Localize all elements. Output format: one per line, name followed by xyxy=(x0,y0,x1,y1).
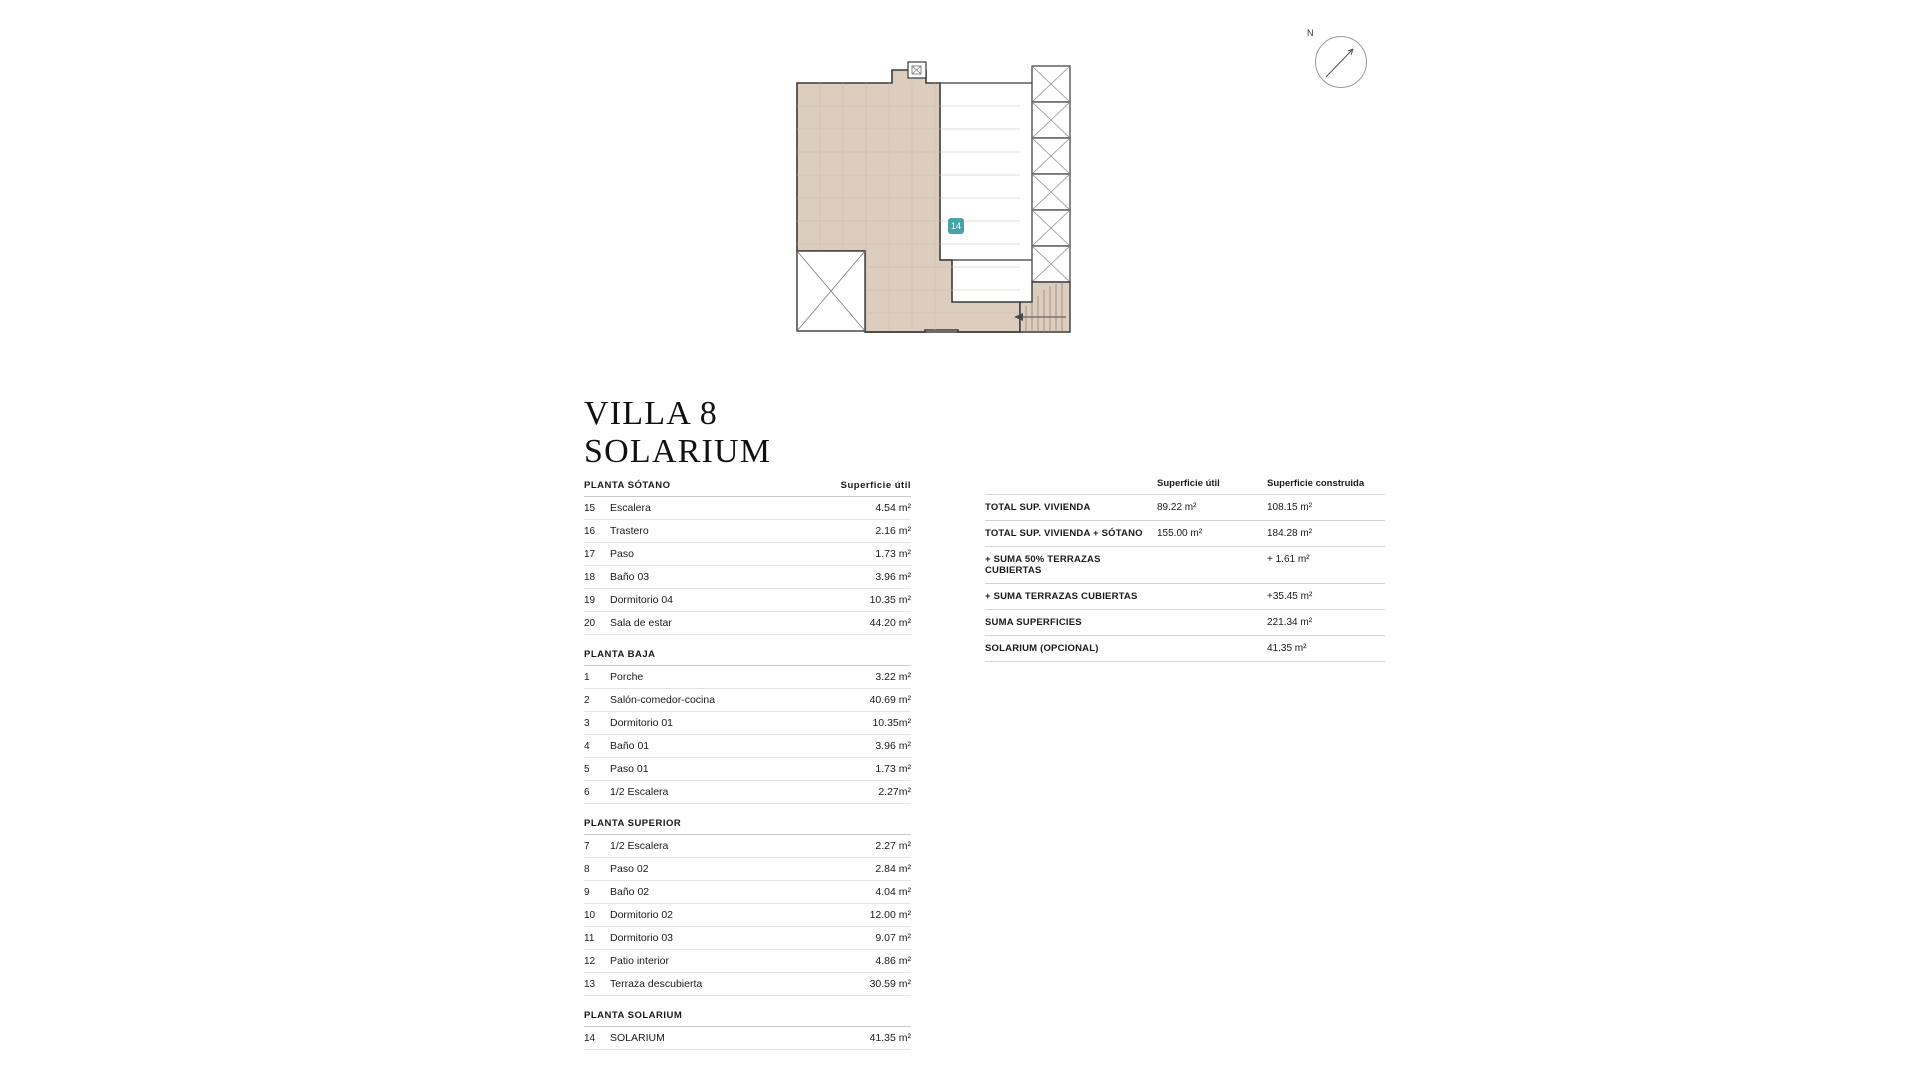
table-row xyxy=(584,973,911,996)
table-row xyxy=(584,666,911,689)
row-area: 30.59 m² xyxy=(869,978,911,990)
table-row xyxy=(584,927,911,950)
table-row xyxy=(584,781,911,804)
row-number: 7 xyxy=(584,841,590,852)
title-block xyxy=(584,395,771,471)
row-number: 11 xyxy=(584,933,595,944)
floor-plan-drawing xyxy=(780,40,1240,360)
section-column-header: Superficie útil xyxy=(840,480,911,491)
table-row xyxy=(584,497,911,520)
row-name: Baño 01 xyxy=(610,740,650,752)
table-row xyxy=(584,904,911,927)
row-name: Dormitorio 01 xyxy=(610,717,674,729)
summary-value-construida: 108.15 m² xyxy=(1267,502,1313,513)
north-label: N xyxy=(1307,28,1314,38)
row-number: 18 xyxy=(584,572,596,583)
summary-row xyxy=(985,635,1385,662)
section-header-sotano xyxy=(584,480,911,497)
table-row xyxy=(584,858,911,881)
row-name: Paso 01 xyxy=(610,763,649,775)
row-name: Dormitorio 04 xyxy=(610,594,674,606)
row-number: 12 xyxy=(584,956,596,967)
row-area: 3.96 m² xyxy=(875,740,911,752)
row-name: Trastero xyxy=(610,525,649,537)
stair-landing-shape xyxy=(1020,282,1070,332)
row-name: Dormitorio 02 xyxy=(610,909,674,921)
summary-value-construida: 184.28 m² xyxy=(1267,528,1313,539)
row-area: 44.20 m² xyxy=(869,617,911,629)
right-pergola-cells xyxy=(1032,66,1070,282)
left-void-square xyxy=(797,251,865,331)
summary-label: TOTAL SUP. VIVIENDA + SÓTANO xyxy=(985,528,1143,539)
row-name: Paso 02 xyxy=(610,863,649,875)
section-header-superior xyxy=(584,818,911,835)
table-row xyxy=(584,520,911,543)
row-area: 41.35 m² xyxy=(869,1032,911,1044)
row-area: 4.54 m² xyxy=(875,502,911,514)
section-title: PLANTA BAJA xyxy=(584,649,656,660)
summary-label: SOLARIUM (OPCIONAL) xyxy=(985,643,1099,654)
row-area: 10.35 m² xyxy=(869,594,911,606)
row-area: 1.73 m² xyxy=(875,763,911,775)
row-number: 2 xyxy=(584,695,590,706)
row-area: 10.35m² xyxy=(872,717,911,729)
summary-header-construida: Superficie construida xyxy=(1267,478,1365,489)
row-name: 1/2 Escalera xyxy=(610,840,669,852)
north-compass xyxy=(1307,28,1369,90)
summary-label: + SUMA TERRAZAS CUBIERTAS xyxy=(985,591,1138,602)
row-name: Patio interior xyxy=(610,955,669,967)
row-area: 4.04 m² xyxy=(875,886,911,898)
row-number: 10 xyxy=(584,910,596,921)
row-name: Baño 03 xyxy=(610,571,650,583)
table-row xyxy=(584,758,911,781)
summary-value-construida: +35.45 m² xyxy=(1267,591,1313,602)
room-tag-14: 14 xyxy=(948,218,964,234)
row-name: Paso xyxy=(610,548,634,560)
row-number: 16 xyxy=(584,526,596,537)
surface-summary-table xyxy=(985,478,1385,662)
row-name: Sala de estar xyxy=(610,617,672,629)
row-name: Dormitorio 03 xyxy=(610,932,674,944)
row-number: 15 xyxy=(584,503,596,514)
section-header-solarium xyxy=(584,1010,911,1027)
row-number: 1 xyxy=(584,672,590,683)
row-name: Baño 02 xyxy=(610,886,650,898)
row-number: 20 xyxy=(584,618,596,629)
row-name: 1/2 Escalera xyxy=(610,786,669,798)
row-number: 13 xyxy=(584,979,596,990)
summary-header-util: Superficie útil xyxy=(1157,478,1220,489)
row-name: Porche xyxy=(610,671,644,683)
row-area: 2.27m² xyxy=(878,786,911,798)
row-area: 2.16 m² xyxy=(875,525,911,537)
section-header-baja xyxy=(584,649,911,666)
summary-value-util: 89.22 m² xyxy=(1157,502,1197,513)
row-number: 6 xyxy=(584,787,590,798)
table-row xyxy=(584,543,911,566)
row-name: SOLARIUM xyxy=(610,1032,665,1044)
page-subtitle: SOLARIUM xyxy=(584,433,772,470)
row-area: 4.86 m² xyxy=(875,955,911,967)
table-row xyxy=(584,835,911,858)
table-row xyxy=(584,735,911,758)
table-row xyxy=(584,712,911,735)
page-title: VILLA 8 xyxy=(584,395,718,432)
table-row xyxy=(584,689,911,712)
row-number: 8 xyxy=(584,864,590,875)
summary-label: + SUMA 50% TERRAZAS CUBIERTAS xyxy=(985,554,1101,576)
summary-row xyxy=(985,494,1385,520)
row-area: 1.73 m² xyxy=(875,548,911,560)
table-row xyxy=(584,566,911,589)
summary-value-construida: 221.34 m² xyxy=(1267,617,1313,628)
row-area: 40.69 m² xyxy=(869,694,911,706)
room-schedule-table xyxy=(584,480,911,1050)
summary-value-construida: 41.35 m² xyxy=(1267,643,1307,654)
rooftop-box xyxy=(908,62,926,78)
row-number: 14 xyxy=(584,1033,596,1044)
row-name: Terraza descubierta xyxy=(610,978,703,990)
row-name: Salón-comedor-cocina xyxy=(610,694,716,706)
table-row xyxy=(584,1027,911,1050)
row-name: Escalera xyxy=(610,502,651,514)
row-area: 2.27 m² xyxy=(875,840,911,852)
summary-row xyxy=(985,609,1385,635)
row-number: 9 xyxy=(584,887,590,898)
table-row xyxy=(584,950,911,973)
summary-value-util: 155.00 m² xyxy=(1157,528,1203,539)
row-number: 17 xyxy=(584,549,596,560)
table-row xyxy=(584,589,911,612)
section-title: PLANTA SUPERIOR xyxy=(584,818,682,829)
row-number: 19 xyxy=(584,595,596,606)
summary-row xyxy=(985,546,1385,583)
row-number: 3 xyxy=(584,718,590,729)
row-area: 12.00 m² xyxy=(869,909,911,921)
table-row xyxy=(584,881,911,904)
section-title: PLANTA SÓTANO xyxy=(584,480,671,491)
summary-label: SUMA SUPERFICIES xyxy=(985,617,1082,628)
table-row xyxy=(584,612,911,635)
summary-column-headers xyxy=(985,478,1385,494)
summary-label: TOTAL SUP. VIVIENDA xyxy=(985,502,1091,513)
summary-row xyxy=(985,520,1385,546)
row-area: 3.96 m² xyxy=(875,571,911,583)
row-area: 9.07 m² xyxy=(875,932,911,944)
row-area: 2.84 m² xyxy=(875,863,911,875)
summary-value-construida: + 1.61 m² xyxy=(1267,554,1310,565)
summary-row xyxy=(985,583,1385,609)
row-number: 5 xyxy=(584,764,590,775)
section-title: PLANTA SOLARIUM xyxy=(584,1010,683,1021)
compass-needle-icon xyxy=(1315,36,1367,88)
row-number: 4 xyxy=(584,741,590,752)
row-area: 3.22 m² xyxy=(875,671,911,683)
floor-plan-svg xyxy=(780,40,1240,360)
